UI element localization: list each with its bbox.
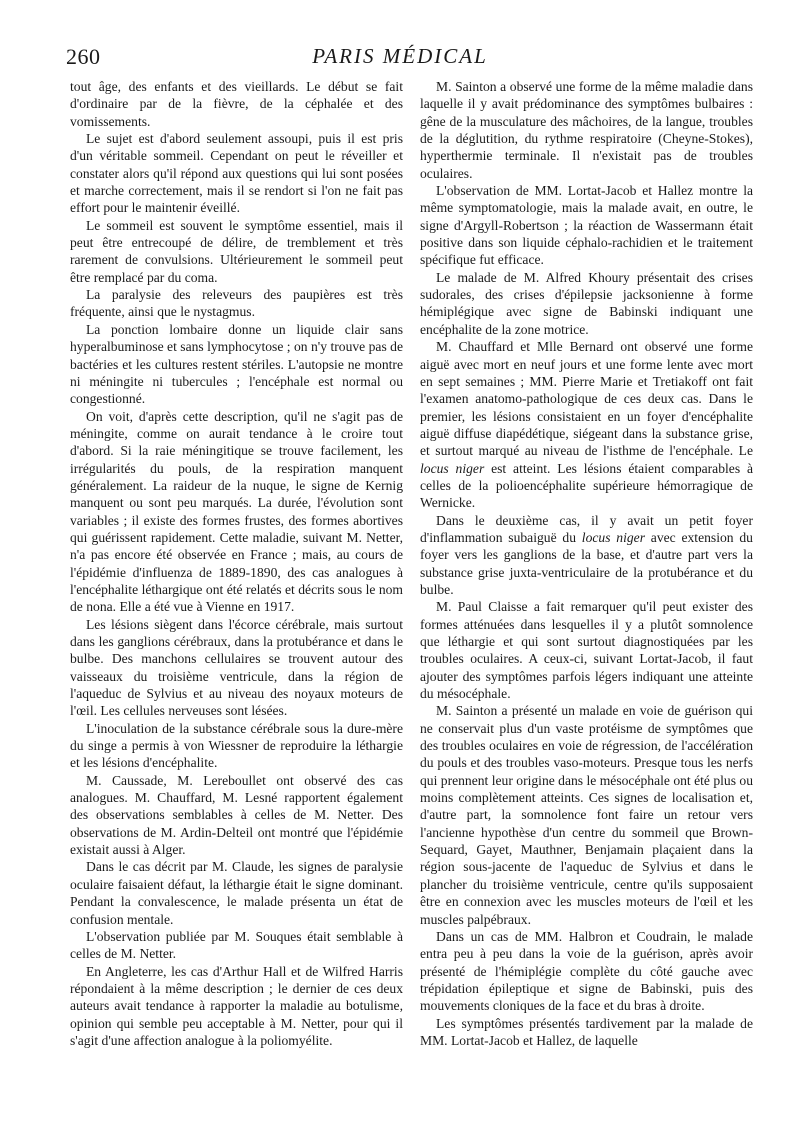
paragraph: L'observation publiée par M. Souques était semblable à celles de M. Netter. [70, 928, 403, 962]
paragraph: Le sujet est d'abord seulement assoupi, puis il est pris d'un véritable sommeil. Cependant on peut le réveiller et constater alors qu'il répond aux questions qui lui sont posées et marche correctement, mais il se rendort si l'on ne fait pas effort pour le maintenir éveillé. [70, 131, 403, 216]
paragraph: En Angleterre, les cas d'Arthur Hall et de Wilfred Harris répondaient à la même description ; le dernier de ces deux auteurs avait tendance à rapporter la maladie au botulisme, opinion qui semble peu acceptable à M. Netter, pour qui il s'agit d'une affection analogue à la poliomyélite. [70, 963, 403, 1048]
paragraph: Le malade de M. Alfred Khoury présentait des crises sudorales, des crises d'épilepsie jacksonienne à forme hémiplégique avec signe de Babinski indiquant une encéphalite de la zone motrice. [420, 269, 753, 337]
paragraph: Les symptômes présentés tardivement par la malade de MM. Lortat-Jacob et Hallez, de laquelle [420, 1015, 753, 1048]
paragraph: M. Sainton a présenté un malade en voie de guérison qui ne conservait plus d'un vaste protéisme de symptômes que des troubles oculaires en voie de régression, de l'accélération du pouls et des troubles vaso-moteurs. Presque tous les nerfs qui prennent leur origine dans le mésocéphale ont été plus ou moins complètement atteints. Ces signes de localisation et, d'autre part, la somnolence font faire un retour vers l'ancienne hypothèse d'un centre du sommeil que Brown-Sequard, Gayet, Mauthner, Benjamain plaçaient dans la région sous-jacente de l'aqueduc de Sylvius et dans le plancher du troisième ventricule, centre qu'ils supposaient être en connexion avec les muscles moteurs de l'œil et les muscles palpébraux. [420, 703, 753, 927]
paragraph: M. Paul Claisse a fait remarquer qu'il peut exister des formes atténuées dans lesquelles il y a plutôt somnolence que léthargie et qui sont surtout diagnostiquées par les troubles oculaires. A ceux-ci, suivant Lortat-Jacob, il faut ajouter des symptômes parfois légers indiquant une atteinte du mésocéphale. [420, 599, 753, 702]
paragraph: tout âge, des enfants et des vieillards. Le début se fait d'ordinaire par de la fièvre, de la céphalée et des vomissements. [70, 79, 403, 129]
paragraph: On voit, d'après cette description, qu'il ne s'agit pas de méningite, comme on aurait tendance à le croire tout d'abord. Si la raie méningitique se trouve facilement, les irrégularités du pouls, de la respiration manquent généralement. La raideur de la nuque, le signe de Kernig manquent ou sont peu marqués. La durée, l'évolution sont variables ; il existe des formes frustes, des formes abortives qui guérissent rapidement. Cette maladie, suivant M. Netter, n'a pas encore été observée en France ; mais, au cours de l'épidémie d'influenza de 1889-1890, des cas analogues à l'encéphalite léthargique ont été relatés et décrits sous le nom de nona. Elle a été vue à Vienne en 1917. [70, 408, 403, 615]
paragraph: La paralysie des releveurs des paupières est très fréquente, ainsi que le nystagmus. [70, 287, 403, 320]
right-column [420, 78, 753, 1049]
paragraph: M. Sainton a observé une forme de la même maladie dans laquelle il y avait prédominance des symptômes bulbaires : gêne de la musculature des mâchoires, de la langue, troubles de la déglutition, du rythme respiratoire (Cheyne-Stokes), hyperthermie terminale. Il n'existait pas de troubles oculaires. [420, 79, 753, 181]
paragraph: La ponction lombaire donne un liquide clair sans hyperalbuminose et sans lymphocytose ; on n'y trouve pas de bactéries et les cultures restent stériles. L'autopsie ne montre ni méningite ni tubercules ; l'encéphale est normal ou congestionné. [70, 321, 403, 407]
paragraph: M. Chauffard et Mlle Bernard ont observé une forme aiguë avec mort en neuf jours et une forme lente avec mort en sept semaines ; MM. Pierre Marie et Tretiakoff ont fait l'examen anatomo-pathologique de ces deux cas. Dans le premier, les lésions consistaient en un foyer d'encéphalite aiguë diffuse diapédétique, siégeant dans la substance grise, et surtout marqué au niveau de l'isthme de l'encéphale. Le locus niger est atteint. Les lésions étaient comparables à celles de la polioencéphalite supérieure hémorragique de Wernicke. [420, 339, 753, 511]
paragraph: L'inoculation de la substance cérébrale sous la dure-mère du singe a permis à von Wiessner de reproduire la léthargie et les lésions d'encéphalite. [70, 720, 403, 771]
paragraph: Dans un cas de MM. Halbron et Coudrain, le malade entra peu à peu dans la voie de la guérison, après avoir présenté de l'hémiplégie complète du côté gauche avec trépidation épileptique et signe de Babinski, puis des mouvements cloniques de la face et du bras à droite. [420, 928, 753, 1014]
paragraph: Dans le deuxième cas, il y avait un petit foyer d'inflammation subaiguë du locus niger avec extension du foyer vers les ganglions de la base, et d'autre part vers la substance grise juxta-ventriculaire de la protubérance et du bulbe. [420, 512, 753, 597]
left-column [70, 78, 403, 1049]
italic-term: locus niger [420, 460, 485, 476]
paragraph: Les lésions siègent dans l'écorce cérébrale, mais surtout dans les ganglions cérébraux, dans la protubérance et dans le bulbe. Des manchons cellulaires se trouvent autour des vaisseaux du troisième ventricule, dans la région de l'aqueduc de Sylvius et au niveau des noyaux moteurs de l'œil. Les cellules nerveuses sont lésées. [70, 616, 403, 719]
page-number: 260 [66, 44, 101, 69]
running-head: PARIS MÉDICAL [312, 44, 488, 68]
paragraph: M. Caussade, M. Lereboullet ont observé des cas analogues. M. Chauffard, M. Lesné rapportent également des observations semblables à celles de M. Netter. Des observations de M. Ardin-Delteil ont montré que l'épidémie existait aussi à Alger. [70, 772, 403, 858]
paragraph: Le sommeil est souvent le symptôme essentiel, mais il peut être entrecoupé de délire, de tremblement et très rarement de convulsions. Ultérieurement le sommeil peut être remplacé par du coma. [70, 217, 403, 285]
paragraph: L'observation de MM. Lortat-Jacob et Hallez montre la même symptomatologie, mais la malade avait, en outre, le signe d'Argyll-Robertson ; la réaction de Wassermann était positive dans son liquide céphalo-rachidien et le traitement spécifique fut efficace. [420, 183, 753, 268]
paragraph: Dans le cas décrit par M. Claude, les signes de paralysie oculaire faisaient défaut, la léthargie était le signe dominant. Pendant la convalescence, le malade présenta un état de confusion mentale. [70, 859, 403, 927]
italic-term: locus niger [581, 529, 645, 545]
